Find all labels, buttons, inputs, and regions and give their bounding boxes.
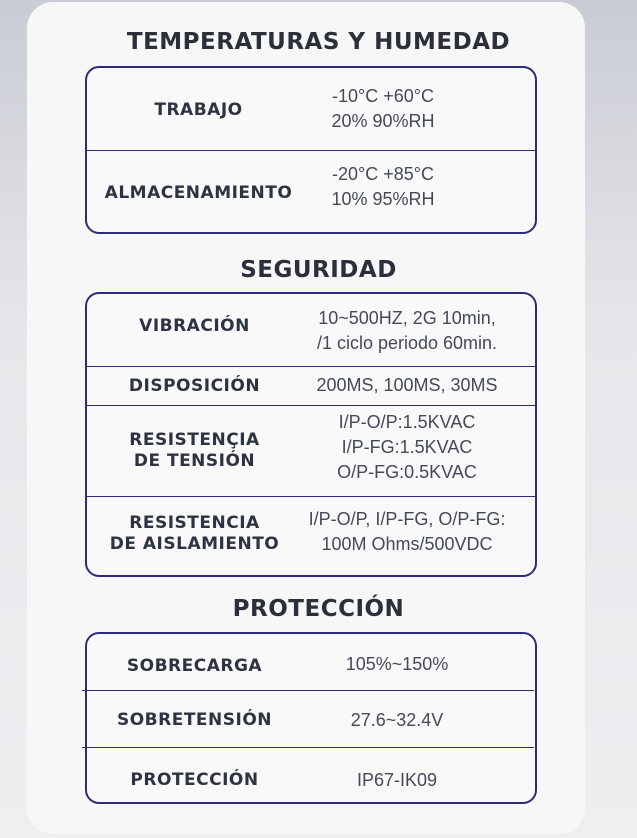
row-label: SOBRETENSIÓN <box>116 710 273 730</box>
table-seguridad <box>85 292 537 577</box>
row-label: ALMACENAMIENTO <box>104 183 293 203</box>
row-divider <box>82 747 534 748</box>
row-value: 105%~150% <box>345 654 449 674</box>
row-label: RESISTENÇIA DE TENSIÓN <box>129 430 260 471</box>
table-row-proteccion <box>87 748 535 804</box>
row-value: I/P-O/P:1.5KVAC I/P-FG:1.5KVAC O/P-FG:0.5KVAC <box>337 412 477 482</box>
row-value: -20°C +85°C 10% 95%RH <box>331 164 435 209</box>
row-label: SOBRECARGA <box>126 656 263 676</box>
section-title-proteccion: PROTECCIÓN <box>232 596 405 622</box>
table-row-disposicion <box>87 367 535 405</box>
table-temperaturas <box>85 66 537 234</box>
table-row-trabajo <box>87 68 535 150</box>
table-row-sobrecarga <box>87 634 535 692</box>
table-row-almacenamiento <box>87 151 535 234</box>
row-label: DISPOSICIÓN <box>128 376 261 396</box>
row-value: 200MS, 100MS, 30MS <box>316 375 498 395</box>
row-value: 10~500HZ, 2G 10min, /1 ciclo periodo 60min. <box>316 308 498 353</box>
row-label: TRABAJO <box>154 100 243 120</box>
row-value: IP67-IK09 <box>356 770 438 790</box>
table-proteccion <box>85 632 537 804</box>
row-label: PROTECCIÓN <box>130 770 259 790</box>
section-title-seguridad: SEGURIDAD <box>240 257 397 283</box>
row-label: RESISTENCIA DE AISLAMIENTO <box>109 513 280 554</box>
row-value: I/P-O/P, I/P-FG, O/P-FG: 100M Ohms/500VDC <box>308 509 506 554</box>
row-value: -10°C +60°C 20% 90%RH <box>331 86 435 131</box>
table-row-resistencia-aislamiento <box>87 497 535 577</box>
table-row-sobretension <box>87 692 535 748</box>
table-row-vibracion <box>87 294 535 366</box>
row-value: 27.6~32.4V <box>350 710 444 730</box>
row-label: VIBRACIÓN <box>139 316 250 336</box>
table-row-resistencia-tension <box>87 406 535 496</box>
section-title-temperaturas: TEMPERATURAS Y HUMEDAD <box>126 29 511 55</box>
row-divider <box>82 690 534 691</box>
